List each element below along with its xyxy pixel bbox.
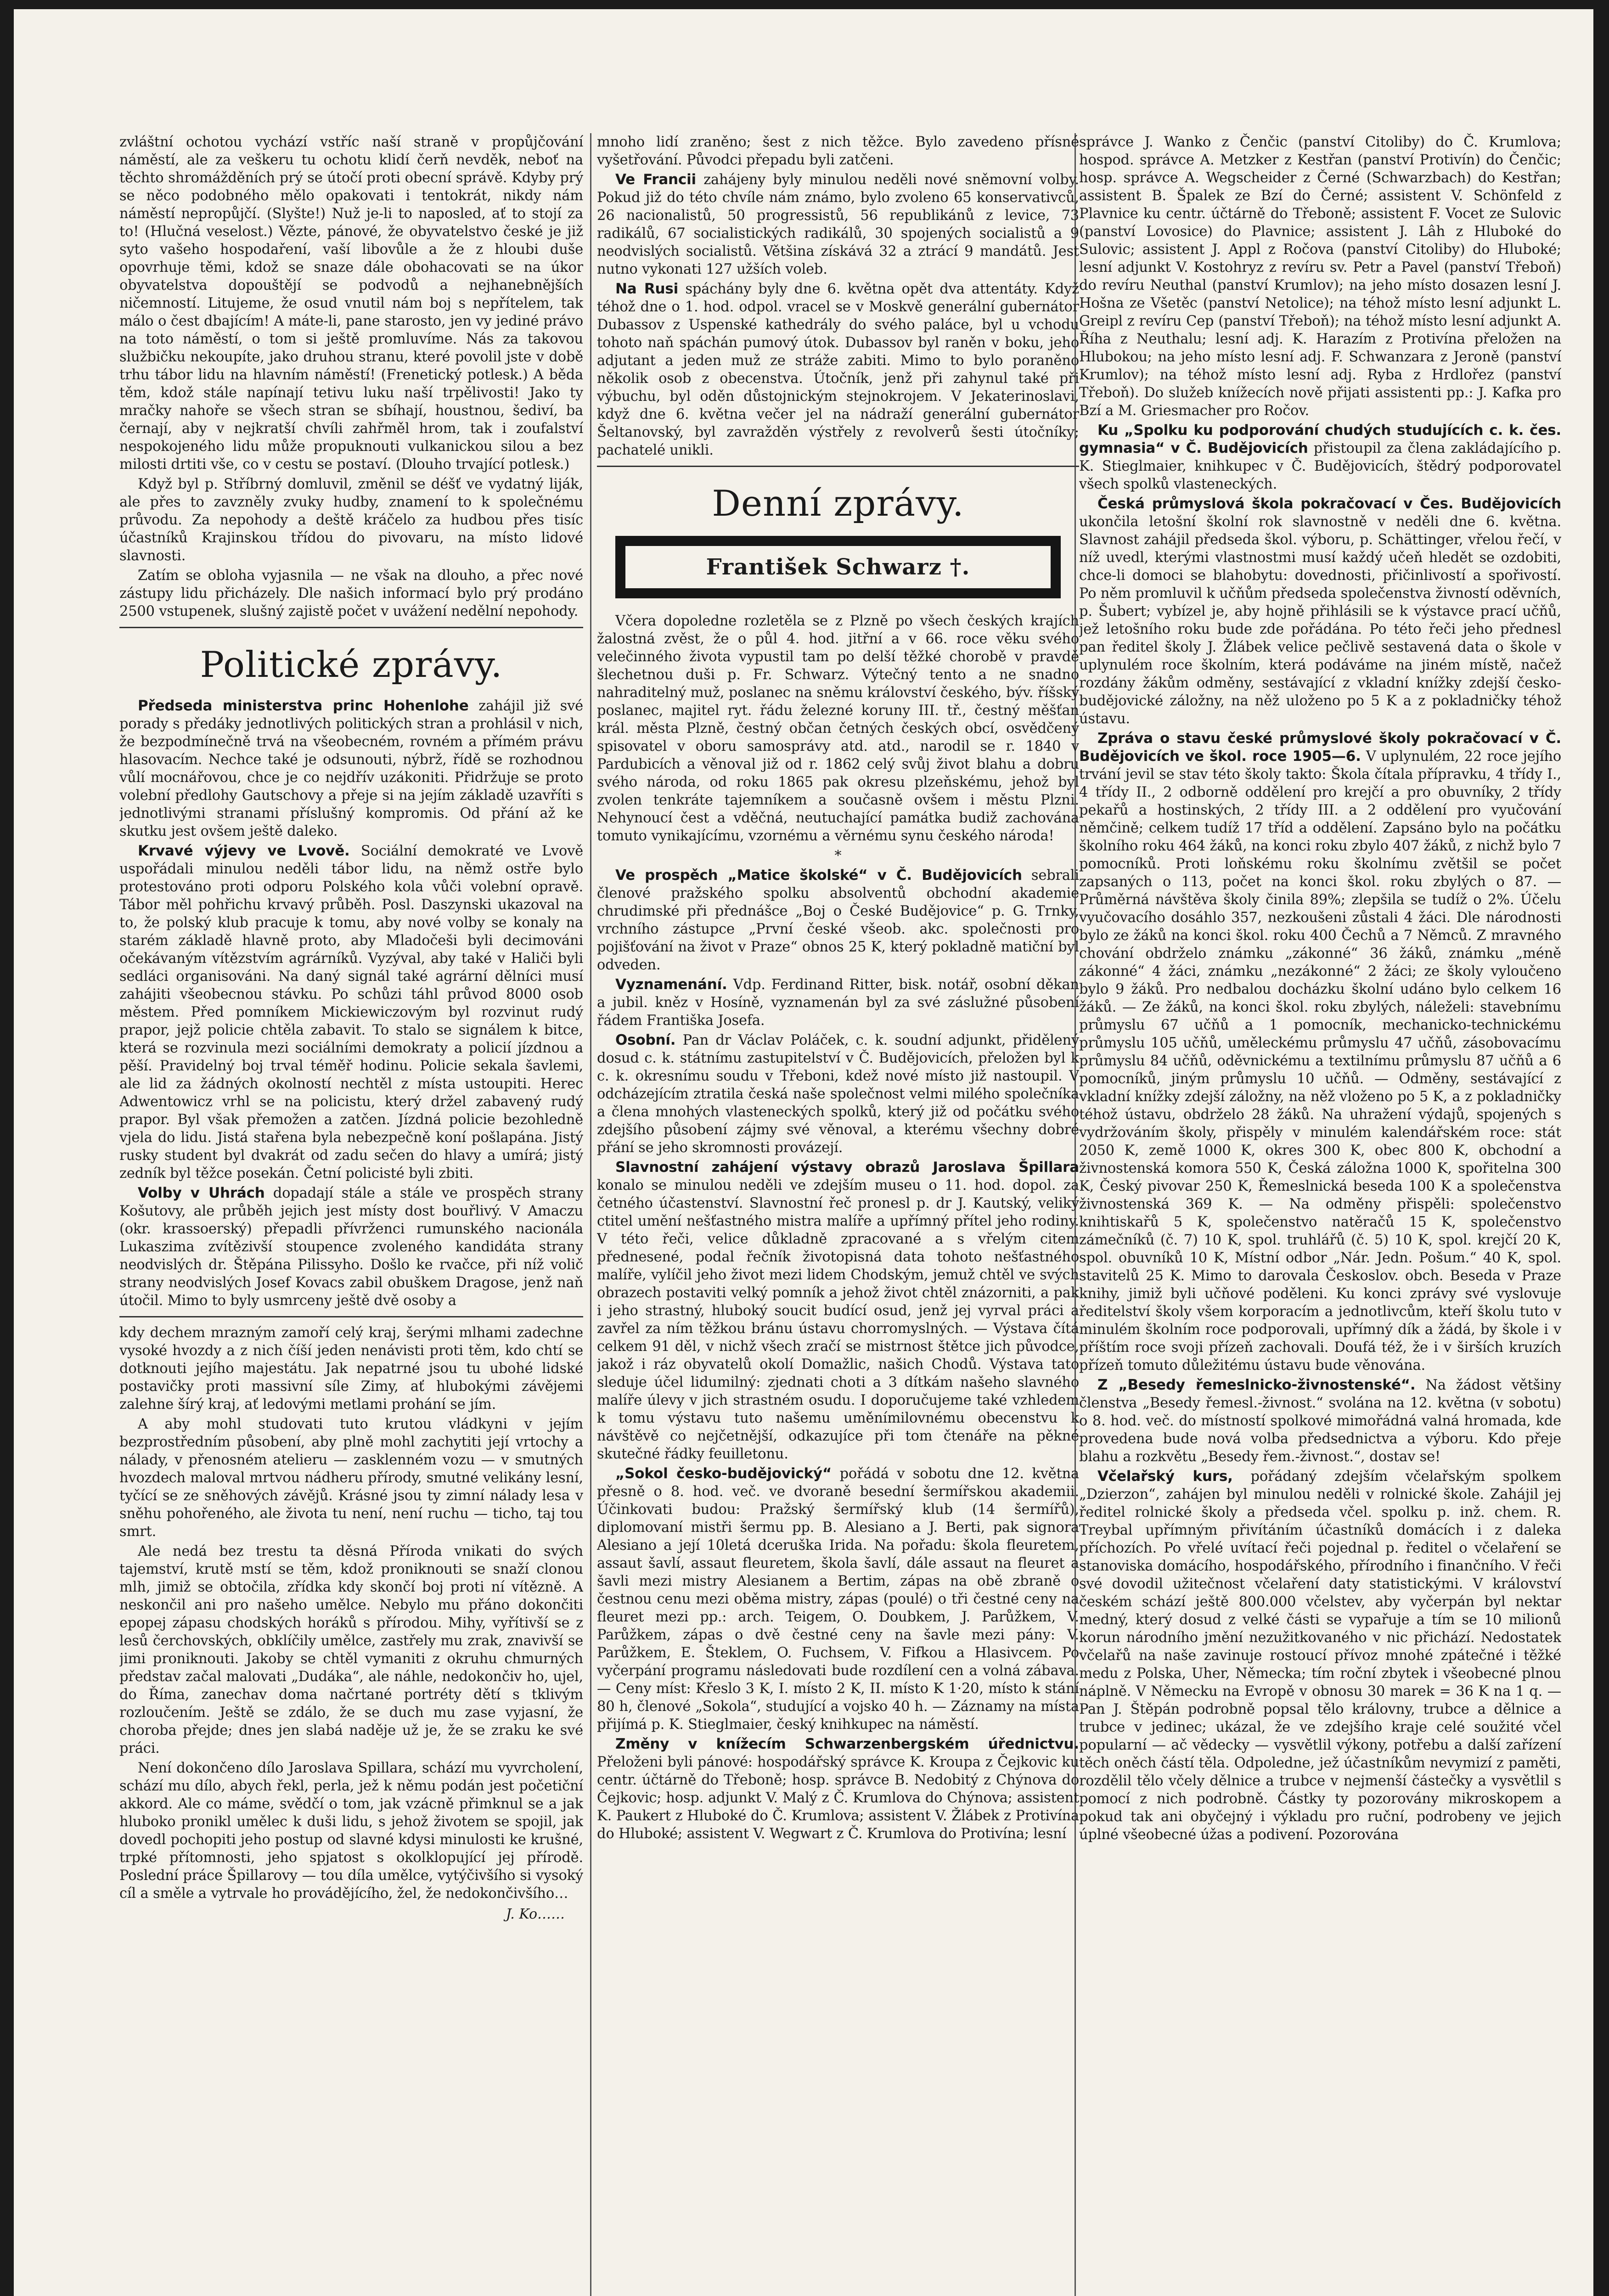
article-text: konalo se minulou neděli ve zdejším museu o 11. hod. dopol. za četného účastenství. Slavnostní řeč pronesl p. dr J. Kautský, veliký ctitel umění nešťastného mistra malíře a upřímný přítel jeho rodiny. V této řeči, velice důkladně zpracované a s vřelým citem přednesené, podal řečník životopisná data tohoto nešťastného malíře, vylíčil jeho život mezi lidem Chodským, jemuž chtěl ve svých obrazech postaviti velký pomník a jehož život chtěl znázorniti, a pak i jeho strastný, hluboký soucit budící osud, jenž jej vyrval práci a zavřel za ním těžkou bránu ústavu chorromyslných. — Výstava čítá celkem 91 děl, v nichž všech zračí se mistrnost štětce jich původce, jakož i ráz obyvatelů okolí Domažlic, našich Chodů. Výstava tato sleduje účel lidumilný: zjednati choti a 3 dítkám našeho slavného malíře úlevy v jich strastném osudu. I doporučujeme také vzhledem k tomu výstavu tuto našemu uměnímilovnému obecenstvu k návštěvě co nejčetnější, odkazujíce při tom čtenáře na pěkné skutečné řádky feuilletonu. — [597, 1177, 1079, 1462]
section-divider — [119, 627, 583, 628]
article — [119, 1184, 583, 1310]
column-rule-1 — [590, 133, 591, 2296]
article-heading: Volby v Uhrách — [138, 1185, 265, 1201]
article — [1079, 1468, 1561, 1844]
column-2 — [597, 133, 1079, 2296]
article-heading: Ve prospěch „Matice školské“ v Č. Budějovicích — [615, 867, 1022, 884]
article-text: zahájeny byly minulou neděli nové sněmovní volby. Pokud již do této chvíle nám známo, bylo zvoleno 65 konservativců, 26 nacionalistů, 50 progressistů, 56 republikánů z levice, 73 radikálů, 67 socialistických radikálů, 30 spojených socialistů a 9 neodvislých socialistů. Většina získává 32 a ztrácí 9 mandátů. Jest nutno vykonati 127 užších voleb. — [597, 172, 1079, 277]
article — [597, 1465, 1079, 1733]
article-text: ukončila letošní školní rok slavnostně v neděli dne 6. května. Slavnost zahájil předseda škol. výboru, p. Schättinger, vřelou řečí, v níž uvedl, kterými vlastnostmi musí každý učeň hledět se ozdobiti, chce-li domoci se blahobytu: dovednosti, přičinlivostí a spořivostí. Po něm promluvil k učňům předseda společenstva živností oděvních, p. Šubert; vybízel je, aby hojně přihlásili se k výstavce prací učňů, jež letošního roku bude zde pořádána. Po této řeči jeho přednesl pan ředitel školy J. Žlábek velice pečlivě sestavená data o škole v uplynulém roce školním, která podáváme na jiném místě, načež rozdány žákům odměny, sestávající z vkladní knížky zdejší česko-budějovické záložny, na něž uloženo po 5 K a z pokladničky téhož ústavu. — [1079, 514, 1561, 727]
article-heading: Slavnostní zahájení výstavy obrazů Jaroslava Špillara — [615, 1159, 1079, 1176]
intro-paragraph: zvláštní ochotou vychází vstříc naší straně v propůjčování náměstí, ale za veškeru tu ochotu klidí čerň nevděk, neboť na těchto shromážděních prý se útočí proti obecní správě. Kdyby prý se něco podobného mělo opakovati i tentokrát, nikdy nám náměstí nepropůjčí. (Slyšte!) Nuž je-li to naposled, ať to stojí za to! (Hlučná veselost.) Vězte, pánové, že obyvatelstvo české je již syto vašeho hospodaření, vaší libovůle a že z hloubi duše opovrhuje těmi, kdož se snaze dále obohacovati se na úkor obyvatelstva dopouštějí se podvodů a nejhanebnějších ničemností. Litujeme, že osud vnutil nám boj s nepřítelem, tak málo o čest dbajícím! A máte-li, pane starosto, jen vy jediné právo na toto náměstí, o tom si ještě promluvíme. Nás za takovou službičku nekoupíte, jako druhou stranu, které povolil jste v době trhu tábor lidu na hlavním náměstí! (Frenetický potlesk.) A běda těm, kdož stále napínají tetivu luku naší trpělivosti! Jako ty mračky nahoře se všech stran se sbíhají, houstnou, šediví, ba černají, aby v nejkratší chvíli zahřměl hrom, tak i zoufalství nespokojeného lidu může propuknouti vulkanickou silou a bez milosti drtiti vše, co v cestu se postaví. (Dlouho trvající potlesk.) — [119, 134, 583, 473]
article-heading: Osobní. — [615, 1032, 676, 1048]
article-text: Sociální demokraté ve Lvově uspořádali minulou neděli tábor lidu, na němž ostře bylo protestováno proti odporu Polského kola vůči volební opravě. Tábor měl pohřichu krvavý průběh. Posl. Daszynski ukazoval na to, že polský klub pracuje k tomu, aby nové volby se konaly na starém základě hlavně proto, aby Mladočeši byli decimováni očekávaným vítězstvím agrárníků. Vyzýval, aby také v Haliči byli sedláci organisováni. Na daný signál také agrární dělníci musí zahájiti všeobecnou stávku. Po schůzi táhl průvod 8000 osob městem. Před pomníkem Mickiewiczovým byl rozvinut rudý prapor, jejž policie chtěla zabavit. To stalo se signálem k bitce, která se rozvinula mezi sociálními demokraty a policií jízdnou a pěší. Pravidelný boj trval téměř hodinu. Policie sekala šavlemi, ale lid za žádných okolností nechtěl z místa ustoupiti. Herec Adwentowicz vrhl se na policistu, který držel zabavený rudý prapor. Byl však přemožen a zatčen. Jízdná policie bezohledně vjela do lidu. Jistá stařena byla nebezpečně koní pošlapána. Jistý rusky student byl dvakrát od zadu sečen do hlavy a umírá; jistý zedník byl těžce posekán. Četní policisté byli zbiti. — [119, 843, 583, 1182]
article-heading: Česká průmyslová škola pokračovací v Čes. Budějovicích — [1097, 495, 1561, 512]
article-heading: Vyznamenání. — [615, 976, 727, 993]
section-title-politicke: Politické zprávy. — [200, 644, 503, 686]
obituary-mourning-box — [615, 536, 1061, 598]
article — [1079, 422, 1561, 493]
article-heading: Z „Besedy řemeslnicko-živnostenské“. — [1097, 1377, 1416, 1393]
article-heading: Včelařský kurs, — [1097, 1468, 1233, 1485]
article — [597, 1735, 1079, 1843]
article — [597, 1159, 1079, 1463]
article-heading: Zpráva o stavu české průmyslové školy pokračovací v Č. Budějovicích ve škol. roce 1905—6. — [1079, 730, 1561, 765]
article — [119, 697, 583, 840]
article-text: Pan dr Václav Poláček, c. k. soudní adjunkt, přidělený dosud c. k. státnímu zastupitelství v Č. Budějovicích, přeložen byl k c. k. okresnímu soudu v Třeboni, kdež nové místo již nastoupil. V odcházejícím ztratila česká naše společnost velmi milého společníka a člena mnohých vlasteneckých spolků, který již od počátku svého zdejšího působení zájmy své věnoval, a kterému všechny dobré přání se jeho skromnosti provázejí. — [597, 1032, 1079, 1156]
article — [597, 280, 1079, 459]
feuilleton-paragraph: Ale nedá bez trestu ta děsná Příroda vnikati do svých tajemství, krutě mstí se těm, kdož proniknouti se snaží clonou mlh, jimiž se obtočila, zřídka kdy skončí boj proti ní vítězně. A neskončil ani pro našeho umělce. Nebylo mu přáno dokončiti epopej zápasu chodských horáků s přírodou. Mihy, vyřítivší se z lesů čerchovských, obklíčily umělce, zastřely mu zrak, znavivší se jimi proniknouti. Jakoby se chtěl vymaniti z okruhu chmurných představ začal malovati „Dudáka“, ale náhle, nedokončiv ho, ujel, do Říma, zanechav doma načrtané portréty dětí s tklivým rozloučením. Ještě se zdálo, že se duch mu zase vyjasní, že choroba přejde; dnes jen slabá naděje už je, že se zraku ke své práci. — [119, 1543, 583, 1756]
continued-paragraph: mnoho lidí zraněno; šest z nich těžce. Bylo zavedeno přísné vyšetřování. Původci přepadu byli zatčeni. — [597, 134, 1079, 168]
column-3 — [1079, 133, 1561, 2296]
newspaper-page — [14, 9, 1593, 2296]
article-text: dopadají stále a stále ve prospěch strany Košutovy, ale průběh jejich jest místy dost bouřlivý. V Amaczu (okr. krassoerský) přepadli přívrženci rumunského nacionála Lukaszima zvítězivší stoupence zvoleného kandidáta strany neodvislých dr. Štěpána Pilissyho. Došlo ke rvačce, při níž volič strany neodvislých Josef Kovacs zabil obuškem Dragose, jenž naň útočil. Mimo to byly usmrceny ještě dvě osoby a — [119, 1185, 583, 1309]
author-signature: J. Ko…… — [506, 1906, 565, 1922]
separator-star: * — [834, 848, 842, 864]
article-heading: „Sokol česko-budějovický“ — [615, 1465, 832, 1482]
article — [597, 976, 1079, 1030]
feuilleton-paragraph: kdy dechem mrazným zamoří celý kraj, šerými mlhami zadechne vysoké hvozdy a z nich číší jeden nenávisti proti těm, kdo chtí se dotknouti jejího majestátu. Jak nepatrné jsou tu ubohé lidské postavičky proti massivní síle Zimy, ať hlubokými závějemi zalehne šírý kraj, ať ledovými metlami prohání se jím. — [119, 1325, 583, 1412]
article-text: Vdp. Ferdinand Ritter, bisk. notář, osobní děkan a jubil. kněz v Hosíně, vyznamenán byl za své záslužné působení řádem Františka Josefa. — [597, 977, 1079, 1029]
article-heading: Na Rusi — [615, 281, 679, 297]
article-heading: Krvavé výjevy ve Lvově. — [138, 843, 350, 859]
article-text: pořádaný zdejším včelařským spolkem „Dzierzon“, zahájen byl minulou neděli v rolnické škole. Zahájil jej ředitel rolnické školy a předseda včel. spolku p. inž. chem. R. Treybal upřímným přivítáním účastníků domácích i z daleka příchozích. Po vřelé uvítací řeči pojednal p. ředitel o včelaření se stanoviska domácího, hospodářského, přírodního i finančního. V řeči své dovodil užitečnost včelaření daty statistickými. V království českém schází ještě 800.000 včelstev, aby vyčerpán byl nektar medný, který dosud z velké části se vypařuje a tím se 10 milionů korun národního jmění nezužitkovaného v nic přichází. Nedostatek včelařů na naše zavinuje rostoucí přívoz mnohé zpátečné i těžké medu z Polska, Uher, Německa; tím roční zbytek i všeobecné plnou náplně. V Německu na Evropě v obnosu 30 marek = 36 K na 1 q. — Pan J. Štěpán podrobně popsal tělo královny, trubce a dělnice a trubce v jedinec; ukázal, že ve zdejšího kraje celé soužité včel popularní — ač vědecky — vysvětlil výkony, potřebu a další zařízení těch oněch částí těla. Odpoledne, jež účastníkům nevymizí z paměti, rozdělil tělo včely dělnice a trubce v nejmenší částečky a vysvětlil s pomocí z nich podrobně. Částky ty pozorovány mikroskopem a pokud tak ani obyčejný i výkladu pro ruční, podrobeny ve jejich úplné všeobecné úžas a podivení. Pozorována — [1079, 1469, 1561, 1843]
article-heading: Předseda ministerstva princ Hohenlohe — [138, 698, 469, 714]
article — [1079, 730, 1561, 1374]
intro-paragraph: Zatím se obloha vyjasnila — ne však na dlouho, a přec nové zástupy lidu přicházely. Dle našich informací bylo prý prodáno 2500 vstupenek, slušný zajistě počet v uvážení nedělní nepohody. — [119, 568, 583, 619]
column-1 — [119, 133, 583, 2296]
article — [597, 1031, 1079, 1157]
feuilleton-paragraph: A aby mohl studovati tuto krutou vládkyni v jejím bezprostředním působení, aby plně mohl zachytiti její vrtochy a nálady, v přenosném atelieru — zasklenném vozu — v smutných hvozdech maloval mrtvou nádheru přírody, smutné velikány lesní, tyčící se ze sněhových závějů. Krásné jsou ty zimní nálady lesa v sněhu pohořeného, ale života tu není, není ruchu — ticho, taj tou smrt. — [119, 1416, 583, 1540]
article — [597, 867, 1079, 974]
article-text: Na žádost většiny členstva „Besedy řemesl.-živnost.“ svolána na 12. května (v sobotu) o 8. hod. več. do místností spolkové mimořádná valná hromada, kde provedena bude nová volba předsednictva a výboru. Kdo přeje blahu a rozkvětu „Besedy řem.-živnost.“, dostav se! — [1079, 1377, 1561, 1465]
feuilleton-divider — [119, 1316, 583, 1317]
article-heading: Ve Francii — [615, 171, 696, 188]
obituary-paragraph: Včera dopoledne rozletěla se z Plzně po všech českých krajích žalostná zvěst, že o půl 4. hod. jitřní a v 66. roce věku svého velečinného života vypustil tam po delší těžké chorobě v pravdě šlechetnou duši p. Fr. Schwarz. Výtečný tento a ne snadno nahraditelný muž, poslanec na sněmu království českého, býv. říšský poslanec, majitel ryt. řádu železné koruny III. tř., čestný měšťan král. města Plzně, čestný občan četných českých obcí, osvědčený spisovatel v oboru samosprávy atd. atd., narodil se r. 1840 v Pardubicích a věnoval již od r. 1862 celý svůj život blahu a dobru svého národa, od roku 1865 pak okresu plzeňskému, jehož byl zvolen tenkráte tajemníkem a současně ovšem i městu Plzni. Nehynoucí čest a vděčná, neutuchající památka budiž zachována tomuto vynikajícímu, vzornému a věrnému synu českého národa! — [597, 613, 1079, 844]
article-text: spáchány byly dne 6. května opět dva attentáty. Když téhož dne o 1. hod. odpol. vracel se v Moskvě generální gubernátor Dubassov z Uspenské kathedrály do svého paláce, byl u vchodu tohoto naň spáchán pumový útok. Dubassov byl raněn v boku, jeho adjutant a jeden muž ze stráže zabiti. Mimo to bylo poraněno několik osob z obecenstva. Útočník, jenž při zahynul také při výbuchu, byl oděn důstojnickým stejnokrojem. V Jekaterinoslavi, když dne 6. května večer jel na nádraží generální gubernátor Šeltanovský, byl zavražděn výstřely z revolverů šesti útočníky; pachatelé unikli. — [597, 281, 1079, 458]
article — [1079, 1376, 1561, 1466]
article-text: Přeloženi byli pánové: hospodářský správce K. Kroupa z Čejkovic ku centr. účtárně do Třeboně; hosp. správce B. Nedobitý z Chýnova do Čejkovic; hosp. adjunkt V. Malý z Č. Krumlova do Chýnova; assistent K. Paukert z Hluboké do Č. Krumlova; assistent V. Žlábek z Protivína do Hluboké; assistent V. Wegwart z Č. Krumlova do Protivína; lesní — [597, 1754, 1079, 1842]
intro-paragraph: Když byl p. Stříbrný domluvil, změnil se déšť ve vydatný liják, ale přes to zavzněly zvuky hudby, znamení to k společnému průvodu. Za nepohody a deště kráčelo za hudbou přes tisíc účastníků Krajinskou třídou do pivovaru, na místo lidové slavnosti. — [119, 476, 583, 564]
article-text: přistoupil za člena zakládajícího p. K. Stieglmaier, knihkupec v Č. Budějovicích, štědrý podporovatel všech spolků vlasteneckých. — [1079, 440, 1561, 492]
article-heading: Změny v knížecím Schwarzenbergském úřednictvu. — [615, 1736, 1079, 1752]
article — [119, 842, 583, 1182]
obituary-name: František Schwarz †. — [706, 554, 970, 580]
section-divider — [597, 466, 1079, 467]
article-text: V uplynulém, 22 roce jejího trvání jevil se stav této školy takto: Škola čítala přípravku, 4 třídy I., 4 třídy II., 2 odborně oddělení pro krejčí a pro obuvníky, 2 třídy pekařů a hostinských, 2 třídy III. a 2 oddělení pro vyučování němčině; celkem tudíž 17 tříd a oddělení. Zapsáno bylo na počátku školního roku 464 žáků, na konci roku zbylo 407 žáků, z nichž bylo 7 pomocníků. Proti loňskému roku školnímu zvětšil se počet zapsaných o 113, počet na konci škol. roku zbylých o 87. — Průměrná návštěva školy činila 89%; zlepšila se tudíž o 2%. Účelu vyučovacího dosáhlo 357, nezkoušeni zůstali 4 žáci. Dle národnosti bylo ze žáků na konci škol. roku 400 Čechů a 7 Němců. Z mravného chování obdrželo známku „zákonné“ 36 žáků, známku „méně zákonné“ 4 žáci, známku „nezákonné“ 2 žáci; ze školy vyloučeno bylo 9 žáků. Pro nedbalou docházku školní udáno bylo celkem 16 žáků. — Ze žáků, na konci škol. roku zbylých, náleželi: stavebnímu průmyslu 67 učňů a 1 pomocník, mechanicko-technickému průmyslu 105 učňů, uměleckému průmyslu 47 učňů, zásobovacímu průmyslu 84 učňů, oděvnickému a textilnímu průmyslu 87 učňů a 6 pomocníků, jiným průmyslu 10 učňů. — Odměny, sestávající z vkladní knížky zdejší záložny, na něž vloženo po 5 K, a z pokladničky téhož ústavu, obdrželo 28 žáků. Na uhražení výdajů, spojených s vydržováním školy, přispěly v minulém kalendářském roce: stát 2050 K, země 1000 K, okres 300 K, obec 800 K, obchodní a živnostenská komora 550 K, Česká záložna 1000 K, spořitelna 300 K, Český pivovar 250 K, Řemeslnická beseda 100 K a společenstva živnostenská 369 K. — Na odměny přispěli: společenstvo knihtiskařů 5 K, společenstvo natěračů 15 K, společenstvo zámečníků (č. 7) 10 K, spol. truhlářů (č. 5) 10 K, spol. krejčí 20 K, spol. obuvníků 10 K, Místní odbor „Nár. Jedn. Pošum.“ 40 K, spol. stavitelů 25 K. Mimo to darovala Českoslov. obch. Beseda v Praze knihy, jimiž byli učňové poděleni. Ku konci zprávy své vyslovuje ředitelství školy všem korporacím a jednotlivcům, kteří školu tuto v minulém školním roce podporovali, upřímný dík a žádá, by škole i v příštím roce svoji přízeň zachovali. Doufá též, že i v širších kruzích přízeň tomuto důležitému ústavu bude věnována. — [1079, 748, 1561, 1373]
feuilleton-paragraph: Není dokončeno dílo Jaroslava Spillara, schází mu vyvrcholení, schází mu dílo, abych řekl, perla, jež k němu podán jest početiční akkord. Ale co máme, svědčí o tom, jak vzácně přimknul se a jak hluboko pronikl umělec k duši lidu, s jehož životem se spojil, jak dovedl pochopiti jeho postup od slavné kdysi minulosti ke krušné, trpké přítomnosti, jeho spjatost s okolklopující jej přírodě. Poslední práce Špillarovy — tou díla umělce, vytýčivšího si vysoký cíl a směle a vytrvale ho provádějícího, žel, že nedokončivšího… — [119, 1760, 583, 1902]
section-title-denni: Denní zprávy. — [712, 483, 964, 524]
article-heading: Ku „Spolku ku podporování chudých studujících c. k. čes. gymnasia“ v Č. Budějovicích — [1079, 422, 1561, 456]
article-text: zahájil již své porady s předáky jednotlivých politických stran a prohlásil v nich, že bezpodmínečně trvá na všeobecném, rovném a přímém právu hlasovacím. Nechce také je odsunouti, nýbrž, řídě se rozhodnou vůlí mocnářovou, chce je co nejdřív uzákoniti. Přidržuje se proto volební předlohy Gautschovy a přeje si na jejím základě uzavříti s jednotlivými stranami příslušný kompromis. Od přání až ke skutku jest ovšem ještě daleko. — [119, 698, 583, 839]
continued-paragraph: správce J. Wanko z Čenčic (panství Citoliby) do Č. Krumlova; hospod. správce A. Metzker z Kestřan (panství Protivín) do Čenčic; hosp. správce A. Wegscheider z Černé (Schwarzbach) do Kestřan; assistent B. Špalek ze Bzí do Černé; assistent V. Schönfeld z Plavnice ku centr. účtárně do Třeboně; assistent F. Vocet ze Sulovic (panství Lovosice) do Plavnice; assistent J. Lâh z Hluboké do Sulovic; assistent J. Appl z Ročova (panství Citoliby) do Hluboké; lesní adjunkt V. Kostohryz z revíru sv. Petr a Pavel (panství Třeboň) do revíru Neuthal (panství Krumlov); na jeho místo dosazen lesní J. Hošna ze Všetěc (panství Netolice); na téhož místo lesní adjunkt L. Greipl z revíru Cep (panství Třeboň); na téhož místo lesní adjunkt A. Říha z Neuthalu; lesní adj. K. Harazím z Protivína přeložen na Hlubokou; na jeho místo lesní adj. F. Schwanzara z Jeroně (panství Krumlov); na téhož místo lesní adj. Ryba z Hrdlořez (panství Třeboň). Do služeb knížecích nově přijati assistenti pp.: J. Kafka pro Bzí a M. Griesmacher pro Ročov. — [1079, 134, 1561, 419]
article-text: pořádá v sobotu dne 12. května přesně o 8. hod. več. ve dvoraně besední šermířskou akademii. Účinkovati budou: Pražský šermířský klub (14 šermířů), diplomovaní mistři šermu pp. B. Alesiano a J. Berti, pak signora Alesiano a její 10letá dceruška Irida. Na pořadu: škola fleuretem, assaut šavlí, assaut fleuretem, škola šavlí, dále assaut na fleuret a šavli mezi mistry Alesianem a Bertim, zápas na obě zbraně o čestnou cenu mezi oběma mistry, zápas (poulé) o tři čestné ceny na fleuret mezi pp.: arch. Teigem, O. Doubkem, J. Parůžkem, V. Parůžkem, zápas o dvě čestné ceny na šavle mezi pány: V. Parůžkem, E. Šteklem, O. Fuchsem, V. Fifkou a Hlasivcem. Po vyčerpání programu následovati bude rozdílení cen a volná zábava. — Ceny míst: Křeslo 3 K, I. místo 2 K, II. místo K 1·20, místo k stání 80 h, členové „Sokola“, studující a vojsko 40 h. — Záznamy na místa přijímá p. K. Stieglmaier, český knihkupec na náměstí. — [597, 1466, 1079, 1733]
article — [597, 171, 1079, 278]
article — [1079, 495, 1561, 728]
article-text: sebrali členové pražského spolku absolventů obchodní akademie chrudimské při přednášce „Boj o České Budějovice“ p. G. Trnky, vrchního zástupce „První české všeob. akc. společnosti pro pojišťování na život v Praze“ obnos 25 K, který pokladně matiční byl odveden. — [597, 867, 1079, 973]
